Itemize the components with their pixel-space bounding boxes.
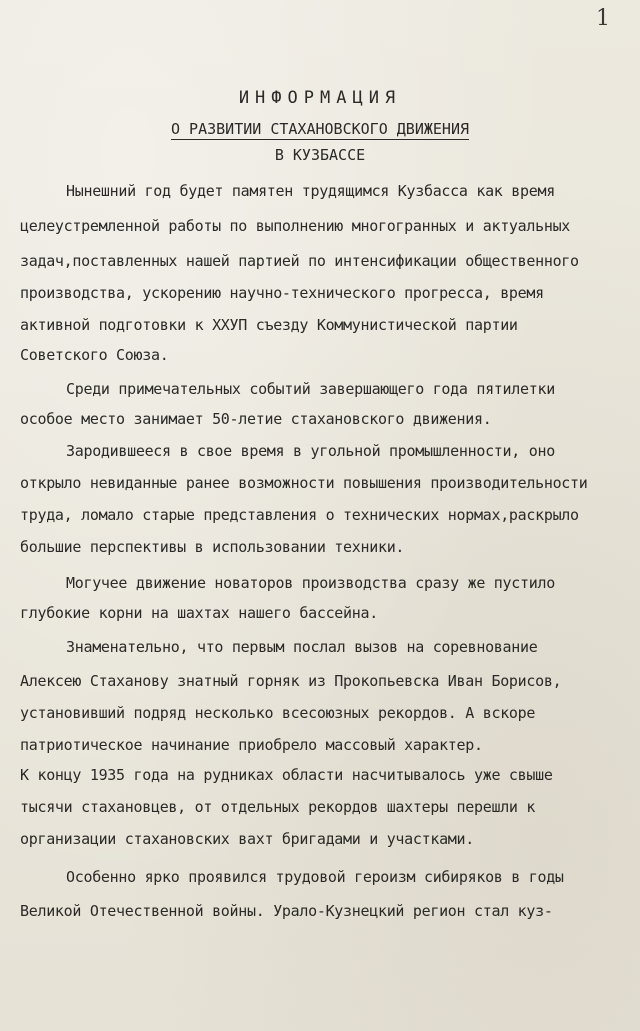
document-subtitle-line-2: В КУЗБАССЕ [274,146,366,164]
body-line: Советского Союза. [20,346,169,364]
body-line: труда, ломало старые представления о технических нормах,раскрыло [20,506,579,524]
document-subtitle [0,120,640,138]
body-line: Среди примечательных событий завершающего года пятилетки [66,380,555,398]
page-number: 1 [596,6,610,31]
body-line: Зародившееся в свое время в угольной промышленности, оно [66,442,555,460]
body-line: установивший подряд несколько всесоюзных рекордов. А вскоре [20,704,536,722]
body-line: Великой Отечественной войны. Урало-Кузнецкий регион стал куз- [20,902,553,920]
body-line: производства, ускорению научно-технического прогресса, время [20,284,544,302]
body-line: целеустремленной работы по выполнению многогранных и актуальных [20,217,571,235]
body-line: Могучее движение новаторов производства сразу же пустило [66,574,555,592]
body-line: активной подготовки к XXУП съезду Коммунистической партии [20,316,518,334]
body-line: большие перспективы в использовании техники. [20,538,405,556]
body-line: Нынешний год будет памятен трудящимся Кузбасса как время [66,182,555,200]
document-title: ИНФОРМАЦИЯ [238,88,402,108]
body-line: особое место занимает 50-летие стахановского движения. [20,410,492,428]
body-line: Знаменательно, что первым послал вызов на соревнование [66,638,538,656]
body-line: глубокие корни на шахтах нашего бассейна. [20,604,378,622]
body-line: тысячи стахановцев, от отдельных рекордов шахтеры перешли к [20,798,536,816]
body-line: открыло невиданные ранее возможности повышения производительности [20,474,588,492]
body-line: К концу 1935 года на рудниках области насчитывалось уже свыше [20,766,553,784]
body-line: Алексею Стаханову знатный горняк из Прокопьевска Иван Борисов, [20,672,562,690]
body-line: организации стахановских вахт бригадами и участками. [20,830,475,848]
document-subtitle-line-1: О РАЗВИТИИ СТАХАНОВСКОГО ДВИЖЕНИЯ [170,120,469,138]
body-line: задач,поставленных нашей партией по интенсификации общественного [20,252,579,270]
body-line: Особенно ярко проявился трудовой героизм сибиряков в годы [66,868,564,886]
body-line: патриотическое начинание приобрело массовый характер. [20,736,483,754]
